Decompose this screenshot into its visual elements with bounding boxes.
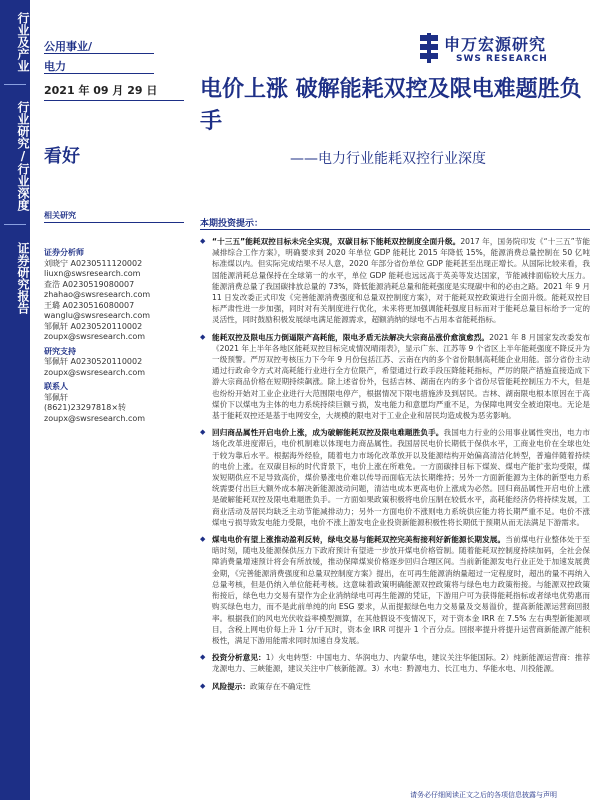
analyst-name: 邹佩轩 [44,321,68,331]
summary-title: 本期投资提示： [200,219,264,229]
bullet-text: 当前煤电行业整体处于至暗时刻，随电及能源保供压力下政府预计有望进一步放开煤电价格管制。随着能耗双控制度持续加码，全社会保障消费量增速预计将会有所放缓，推动保障煤炭价格逐步回归合理区间。当前新能源发电行业正处于加速发展黄金期，《完善能源消费强度和总量双控制度方案》提出，在可再生能源消纳量超过一定程度时，超出的量不再纳入总量考核，但是仍纳入单位能耗考核。这意味着政策明确能源双控政策将与绿色电力政策衔接。与能源双控政策衔接后，绿色电力交易有望作为企业消纳绿电可再生能源的凭证，下游用户可为获得能耗指标或者绿电优势惠而购买绿色电力，而不是此前单纯的向 ESG 要求，从而提振绿色电力交易量及交易溢价，提高新能源运营商回报率。根据我们的风电光伏收益率模型测算，在其他假设不变情况下，对于资本金 IRR 在 7.5% 左右典型新能源项目，含税上网电价每上升 1 分/千瓦时，资本金 IRR 可提升 1 个百分点。回报率提升将提升运营商新能源产能积极性，满足下游用能需求同时加速自身发展。 [212,535,590,645]
bullet-text: 我国电力行业的公用事业属性突出，电力市场化改革进度滞后，电价机制难以体现电力商品属性。我国居民电价长期低于保供水平，工商业电价在全球也处于较为靠后水平。根据海外经验，随着电力市场化改革放开以及能源结构开始偏高清洁化转型，普遍伴随着持续的电价上涨。在双碳目标的时代背景下，电价上涨在所难免。一方面碳排目标下煤炭、煤电产能扩张均受限，煤炭短期供应不足导致高价，煤价暴涨电价难以传导而面临无法长期维持；另外一方面新能源为主体的新型电力系统需要付出巨大额外成本解决新能源波动问题，清洁电成本更高电价上涨成为必然。回归商品属性开启电价上涨是破解能耗双控及限电难题胜负手。一方面如果政策积极将电价压制在较低水平，高耗能经济仍将持续发展，工商业活动及居民均缺乏主动节能减排动力；另外一方面电价不涨则电力系统供应能力将长期严重不足。电价不涨煤电亏损导致发电能力受限，电价不涨上游发电企业投资新能源积极性将长期低于预期从而无法满足下游需求。 [212,428,591,527]
summary-bullets [200,236,590,698]
summary-bullet [200,427,590,528]
analyst-cert: A0230511120002 [70,258,143,268]
footer-disclaimer: 请务必仔细阅读正文之后的各项信息披露与声明 [410,791,557,799]
logo-mark-icon [418,33,440,63]
header-divider [44,53,154,54]
liaison-email[interactable]: zoupx@swsresearch.com [44,413,146,423]
liaison-header: 联系人 [44,382,68,391]
bullet-lead: 煤电电价有望上涨推动盈利反转，绿电交易与能耗双控完美衔接利好新能源长期发展。 [212,535,506,545]
bullet-lead: 投资分析意见： [212,653,266,663]
support-email[interactable]: zoupx@swsresearch.com [44,367,146,377]
logo-text-en: SWS RESEARCH [456,54,548,64]
research-support-header: 研究支持 [44,346,76,356]
analyst-email[interactable]: liuxn@swsresearch.com [44,269,141,278]
company-logo [418,30,578,70]
analyst-entry [44,280,184,291]
analyst-entry [44,301,184,312]
logo-text-cn: 申万宏源研究 [444,35,547,54]
analyst-cert: A0230516080007 [62,300,135,310]
header-divider [44,73,154,74]
industry-level2: 电力 [44,60,66,73]
bullet-lead: “十三五”能耗双控目标未完全实现，双碳目标下能耗双控制度全面升级。 [212,237,461,246]
sidebar-divider [4,224,26,225]
bullet-text: 1）火电转型：中国电力、华润电力、内蒙华电，建议关注华能国际。2）纯新能源运营商：推荐龙源电力、三峡能源，建议关注中广核新能源。3）水电：黔源电力、长江电力、华能水电、川投能源。 [212,653,590,674]
analyst-email[interactable]: zhahao@swsresearch.com [44,290,151,299]
summary-bullet [200,332,590,422]
analyst-email[interactable]: zoupx@swsresearch.com [44,332,146,341]
report-title: 电价上涨 破解能耗双控及限电难题胜负手 [200,77,582,134]
analyst-email[interactable]: wanglu@swsresearch.com [44,311,151,320]
bullet-text: 2021 年 8 月国家发改委发布《2021 年上半年各地区能耗双控目标完成情况晴雨表》，显示广东、江苏等 9 个省区上半年能耗强度不降反升为一级预警。严厉双控考核压力下今年 9 月份包括江苏、云南在内的多个省份限制高耗能企业用能。部分省份主动通过行政命令方式对高耗能行业进行全方位限产，希望通过行政手段压降能耗指标，严厉的限产措施直接造成下游大宗商品价格在短期持续飙涨。除上述省份外，包括吉林、湖南在内的多个省份尽管能耗控制压力不大，但是也纷纷开始对工业企业进行大范围限电停产，根据情况下限电措施涉及到居民。吉林、湖南限电根本原因在于高煤价下以煤电为主体的电力系统持续巨额亏损，发电能力和意愿均严重不足，为保障电网安全被迫限电。无论是基于能耗双控还是基于电网安全，大规模的限电对于工业企业和居民均造成极为恶劣影响。 [212,332,590,421]
summary-divider [200,229,590,230]
industry-level1: 公用事业/ [44,40,93,53]
support-cert: A0230520110002 [70,357,143,366]
summary-bullet [200,236,590,326]
report-subtitle: ——电力行业能耗双控行业深度 [290,151,486,167]
analyst-entry [44,322,184,333]
analyst-cert: A0230519080007 [62,279,135,289]
sidebar-tag: 证券研究报告 [16,242,30,314]
liaison-phone: (8621)23297818×转 [44,403,127,412]
analyst-header: 证券分析师 [44,248,84,257]
related-divider [44,222,184,223]
analyst-name: 王璐 [44,300,60,310]
bullet-lead: 回归商品属性开启电价上涨，成为破解能耗双控及限电难题胜负手。 [212,428,444,438]
header-divider [44,100,184,101]
bullet-lead: 能耗双控及限电压力倒逼限产高耗能，限电矛盾无法解决大宗商品涨价愈演愈烈。 [212,332,490,342]
report-date: 2021 年 09 月 29 日 [44,84,158,97]
support-name: 邹佩轩 [44,357,68,366]
bullet-lead: 风险提示： [212,681,250,691]
related-research-label: 相关研究 [44,211,76,220]
summary-bullet [200,534,590,646]
liaison-name: 邹佩轩 [44,392,68,402]
bullet-text: 政策存在不确定性 [249,681,311,691]
bullet-text: 2017 年，国务院印发《“十三五”节能减排综合工作方案》，明确要求到 2020 年单位 GDP 能耗比 2015 年降低 15%，能源消费总量控制在 50 亿吨标准煤以内。但实际完成结果不尽人意，2020 年部分省份单位 GDP 能耗甚至出现正增长。从国际比较来看，我国能源消耗总量保持在全球第一的水平，单位 GDP 能耗也远远高于英美等发达国家，节能减排面临较大压力。能源消费总量了我国碳排放总量的 73%，降低能源消耗总量和能耗强度是实现碳中和的必由之路。2021 年 9 月 11 日发改委正式印发《完善能源消费强度和总量双控制度方案》，对于能耗双控政策进行全面升级。能耗双控目标严肃性进一步加强，同时对有关制度进行优化，未来将更加强调能耗强度目标而对于能耗总量目标给予一定的灵活性，同时鼓励积极发展绿电满足能源需求，超额消纳的绿电不占用本省能耗指标。 [212,237,590,325]
analyst-block [44,248,184,424]
support-entry [44,357,184,368]
left-sidebar-strip [0,0,30,800]
sidebar-category: 行业及产业 [16,12,30,72]
summary-bullet [200,681,590,692]
summary-bullet [200,652,590,674]
analyst-name: 刘晓宁 [44,258,68,268]
analyst-name: 查浩 [44,279,60,289]
investment-rating: 看好 [44,146,80,167]
analyst-cert: A0230520110002 [70,321,143,331]
sidebar-divider [4,84,26,85]
sidebar-report-type: 行业研究/行业深度 [16,101,30,211]
analyst-entry [44,259,184,270]
